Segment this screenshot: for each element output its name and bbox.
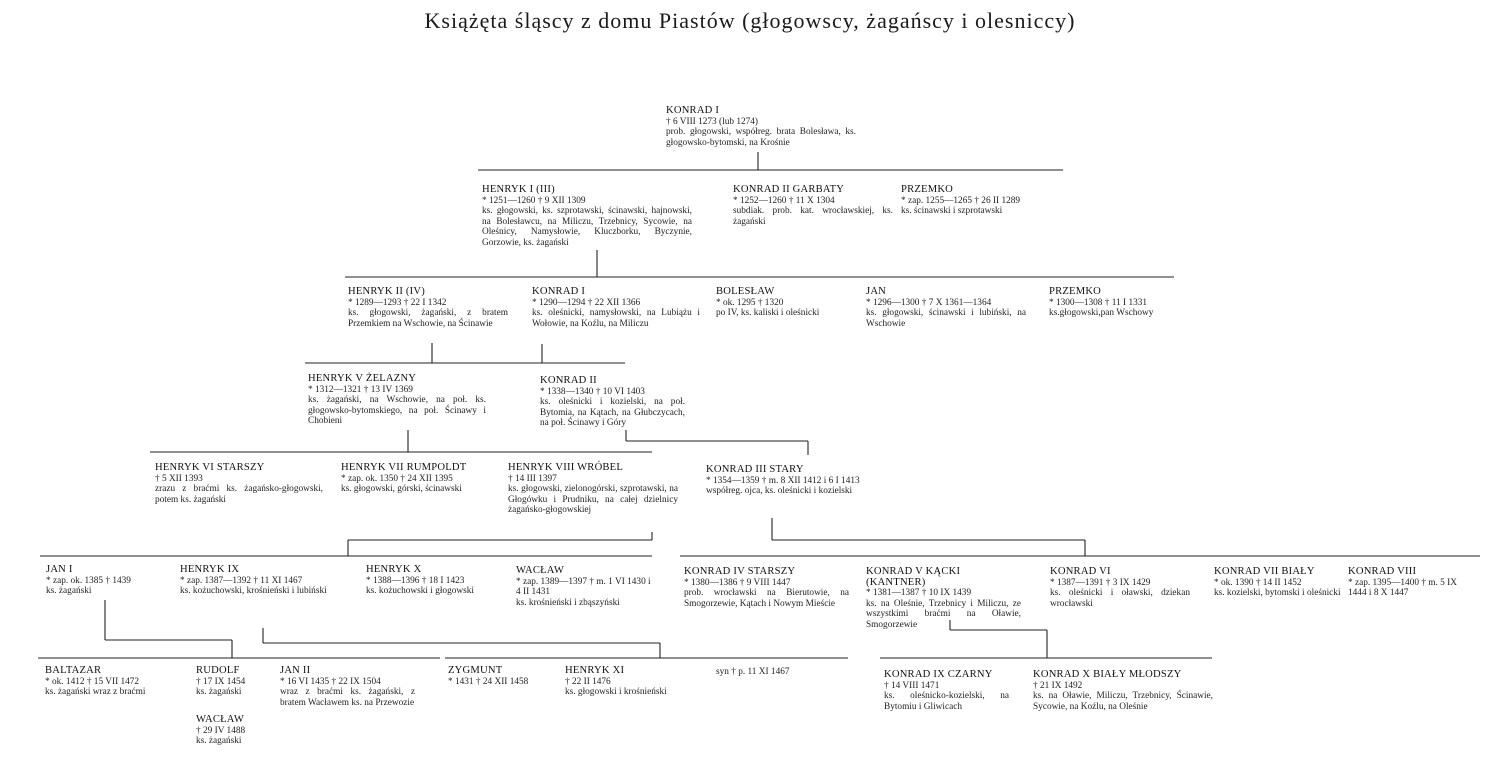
person-dates: † 14 VIII 1471 (884, 680, 940, 691)
person-description: ks. głogowski, ścinawski i lubiński, na Wschowie (866, 308, 1026, 329)
person-dates: * 1296—1300 † 7 X 1361—1364 (866, 297, 992, 308)
person-dates: * 1251—1260 † 9 XII 1309 (482, 195, 586, 206)
person-name: KONRAD VI (1050, 566, 1111, 577)
person-dates: † 29 IV 1488 (196, 725, 246, 736)
person-name: PRZEMKO (1049, 286, 1102, 297)
person-description: ks. żagański (46, 586, 92, 597)
person-dates: * 1289—1293 † 22 I 1342 (348, 297, 447, 308)
person-description: prob. głogowski, współreg. brata Bolesława, ks. głogowsko-bytomski, na Krośnie (666, 127, 856, 148)
person-henryk-vii (341, 463, 501, 495)
person-dates: † 22 II 1476 (565, 676, 611, 687)
person-description: ks. na Oławie, Miliczu, Trzebnicy, Ścinawie, Sycowie, na Koźlu, na Oleśnie (1033, 691, 1213, 712)
person-konrad-i-glogowski (666, 106, 856, 148)
person-name: KONRAD IX CZARNY (884, 669, 993, 680)
person-name: HENRYK VII RUMPOLDT (341, 462, 467, 473)
person-henryk-viii (508, 463, 678, 516)
person-description: zrazu z braćmi ks. żagańsko-głogowski, potem ks. żagański (155, 484, 323, 505)
person-name: KONRAD II (540, 375, 597, 386)
person-dates: * zap. 1389—1397 † m. 1 VI 1430 i 4 II 1431 (516, 576, 651, 598)
person-description: ks. oleśnicki, namysłowski, na Lubiążu i Wołowie, na Koźlu, na Miliczu (532, 308, 700, 329)
person-name: HENRYK I (III) (482, 184, 555, 195)
person-description: ks. oleśnicki i oławski, dziekan wrocławski (1050, 588, 1190, 609)
person-rudolf (196, 666, 274, 698)
person-description: ks. krośnieński i zbąszyński (516, 597, 620, 608)
person-description: współreg. ojca, ks. oleśnicki i kozielski (706, 486, 853, 497)
person-name: WACŁAW (196, 714, 245, 725)
person-description: ks. żagański, na Wschowie, na poł. ks. głogowsko-bytomskiego, na poł. Ścinawy i Chobieni (308, 395, 486, 427)
person-henryk-ix (180, 565, 350, 597)
person-henryk-vi (155, 463, 323, 505)
person-dates: * zap. 1255—1265 † 26 II 1289 (901, 195, 1021, 206)
person-konrad-vii (1214, 567, 1342, 599)
person-boleslaw (716, 287, 856, 319)
person-przemko-1 (901, 185, 1061, 217)
person-name: PRZEMKO (901, 184, 954, 195)
person-konrad-iv (684, 567, 849, 609)
person-konrad-viii (1348, 567, 1476, 599)
person-dates: * 1300—1308 † 11 I 1331 (1049, 297, 1148, 308)
person-konrad-iii (706, 465, 891, 497)
person-description: ks. głogowski i krośnieński (565, 687, 667, 698)
person-syn (716, 667, 816, 678)
person-description: ks. kozielski, bytomski i oleśnicki (1214, 588, 1341, 599)
person-henryk-ii (348, 287, 508, 329)
person-dates: * ok. 1390 † 14 II 1452 (1214, 577, 1302, 588)
person-dates: * 1312—1321 † 13 IV 1369 (308, 384, 413, 395)
person-konrad-ix (884, 670, 1009, 712)
person-name: BALTAZAR (45, 665, 102, 676)
person-name: KONRAD I (532, 286, 586, 297)
person-dates: * ok. 1295 † 1320 (716, 297, 784, 308)
person-dates: * 1290—1294 † 22 XII 1366 (532, 297, 641, 308)
person-description: ks. głogowski, górski, ścinawski (341, 484, 462, 495)
person-dates: * 1338—1340 † 10 VI 1403 (540, 386, 645, 397)
person-description: ks. żagański (196, 687, 242, 698)
person-name: RUDOLF (196, 665, 240, 676)
person-dates: * zap. 1395—1400 † m. 5 IX 1444 i 8 X 1447 (1348, 577, 1457, 599)
person-name: KONRAD I (666, 105, 720, 116)
person-name: HENRYK V ŻELAZNY (308, 373, 417, 384)
person-description: ks. kożuchowski, krośnieński i lubiński (180, 586, 327, 597)
person-waclaw-2 (196, 715, 274, 747)
person-description: wraz z braćmi ks. żagański, z bratem Wacławem ks. na Przewozie (280, 687, 415, 708)
person-henryk-v (308, 374, 486, 427)
person-przemko-2 (1049, 287, 1189, 319)
person-name: HENRYK XI (565, 665, 625, 676)
person-dates: syn † p. 11 XI 1467 (716, 667, 790, 677)
person-dates: * 1388—1396 † 18 I 1423 (366, 575, 465, 586)
person-dates: * zap. ok. 1350 † 24 XII 1395 (341, 473, 453, 484)
person-name: HENRYK X (366, 564, 422, 575)
person-zygmunt (448, 666, 558, 687)
person-description: ks. kożuchowski i głogowski (366, 586, 474, 597)
person-name: KONRAD VII BIAŁY (1214, 566, 1315, 577)
person-dates: † 17 IX 1454 (196, 676, 246, 687)
person-name: KONRAD VIII (1348, 566, 1417, 577)
person-name: HENRYK II (IV) (348, 286, 425, 297)
person-name: WACŁAW (516, 565, 565, 576)
person-name: ZYGMUNT (448, 665, 503, 676)
person-konrad-v (866, 567, 1021, 631)
person-name: KONRAD III STARY (706, 464, 804, 475)
person-dates: * zap. ok. 1385 † 1439 (46, 575, 131, 586)
person-dates: * 1380—1386 † 9 VIII 1447 (684, 577, 791, 588)
person-name: HENRYK VI STARSZY (155, 462, 265, 473)
person-name: JAN I (46, 564, 73, 575)
person-name: KONRAD II GARBATY (733, 184, 845, 195)
person-baltazar (45, 666, 185, 698)
person-description: ks. głogowski, żagański, z bratem Przemkiem na Wschowie, na Ścinawie (348, 308, 508, 329)
person-dates: † 14 III 1397 (508, 473, 557, 484)
person-dates: † 21 IX 1492 (1033, 680, 1083, 691)
person-konrad-vi (1050, 567, 1190, 609)
person-henryk-x (366, 565, 506, 597)
person-description: ks. na Oleśnie, Trzebnicy i Miliczu, ze wszystkimi braćmi na Oławie, Smogorzewie (866, 598, 1021, 630)
person-dates: * ok. 1412 † 15 VII 1472 (45, 676, 140, 687)
person-description: subdiak. prob. kat. wrocławskiej, ks. żagański (733, 206, 893, 227)
person-jan-ii (280, 666, 415, 708)
person-jan (866, 287, 1026, 329)
person-name: HENRYK VIII WRÓBEL (508, 462, 624, 473)
person-name: BOLESŁAW (716, 286, 775, 297)
person-description: prob. wrocławski na Bierutowie, na Smogorzewie, Kątach i Nowym Mieście (684, 588, 849, 609)
person-description: ks. oleśnicki i kozielski, na poł. Bytomia, na Kątach, na Głubczycach, na poł. Ścinawy i Góry (540, 397, 685, 429)
person-name: JAN (866, 286, 887, 297)
person-dates: * 1354—1359 † m. 8 XII 1412 i 6 I 1413 (706, 475, 860, 486)
genealogy-title: Książęta śląscy z domu Piastów (głogowscy, żagańscy i olesniccy) (424, 8, 1076, 33)
person-konrad-ii (540, 376, 685, 429)
person-description: ks.głogowski,pan Wschowy (1049, 308, 1154, 319)
person-henryk-i (482, 185, 692, 249)
person-description: ks. żagański (196, 736, 242, 747)
person-dates: * 1252—1260 † 11 X 1304 (733, 195, 835, 206)
person-dates: * zap. 1387—1392 † 11 XI 1467 (180, 575, 303, 586)
person-description: ks. żagański wraz z braćmi (45, 687, 146, 698)
person-description: po IV, ks. kaliski i oleśnicki (716, 308, 820, 319)
person-name: KONRAD IV STARSZY (684, 566, 796, 577)
person-dates: † 6 VIII 1273 (lub 1274) (666, 116, 759, 127)
person-name: KONRAD X BIAŁY MŁODSZY (1033, 669, 1182, 680)
person-description: ks. oleśnicko-kozielski, na Bytomiu i Gliwicach (884, 691, 1009, 712)
person-dates: * 1431 † 24 XII 1458 (448, 676, 529, 687)
person-dates: * 1381—1387 † 10 IX 1439 (866, 588, 972, 599)
person-description: ks. ścinawski i szprotawski (901, 206, 1003, 217)
person-name: KONRAD V KĄCKI (KANTNER) (866, 566, 961, 588)
person-description: ks. głogowski, zielonogórski, szprotawski, na Głogówku i Prudniku, na całej dzielnicy żagańsko-głogowskiej (508, 484, 678, 516)
person-konrad-ii-garbaty (733, 185, 893, 227)
person-name: HENRYK IX (180, 564, 240, 575)
person-konrad-x (1033, 670, 1213, 712)
person-dates: * 16 VI 1435 † 22 IX 1504 (280, 676, 381, 687)
person-dates: * 1387—1391 † 3 IX 1429 (1050, 577, 1151, 588)
person-name: JAN II (280, 665, 311, 676)
person-waclaw-1 (516, 566, 656, 608)
person-konrad-i-olesnicki (532, 287, 700, 329)
person-jan-i (46, 565, 174, 597)
person-description: ks. głogowski, ks. szprotawski, ścinawski, hajnowski, na Bolesławcu, na Miliczu, Trzebnicy, Sycowie, na Oleśnicy, Namysłowie, Kluczborku, Byczynie, Gorzowie, ks. żagański (482, 206, 692, 248)
person-dates: † 5 XII 1393 (155, 473, 203, 484)
person-henryk-xi (565, 666, 695, 698)
